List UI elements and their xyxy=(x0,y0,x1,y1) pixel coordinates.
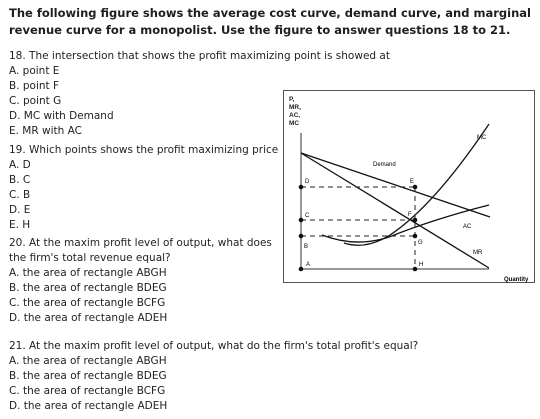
question-21 xyxy=(9,339,418,414)
point-h-label: H xyxy=(419,262,424,268)
mr-label: MR xyxy=(473,250,483,256)
question-prompt: 21. At the maxim profit level of output, what do the firm's total profit's equal? xyxy=(9,340,419,352)
x-axis-label: Quantity xyxy=(504,277,529,283)
mc-label: MC xyxy=(477,135,487,141)
answer-option[interactable]: D. E xyxy=(9,203,31,216)
answer-option[interactable]: B. point F xyxy=(9,79,60,92)
answer-option[interactable]: A. point E xyxy=(9,64,60,77)
point-b xyxy=(299,234,304,239)
point-g xyxy=(413,234,418,239)
question-prompt: 19. Which points shows the profit maximizing price xyxy=(9,144,279,156)
answer-option[interactable]: A. D xyxy=(9,158,31,171)
answer-option[interactable]: C. the area of rectangle BCFG xyxy=(9,296,166,309)
answer-option[interactable]: D. the area of rectangle ADEH xyxy=(9,311,168,324)
demand-label: Demand xyxy=(373,162,396,168)
point-g-label: G xyxy=(418,240,423,246)
point-f-label: F xyxy=(408,212,412,218)
point-d-label: D xyxy=(305,179,310,185)
point-e-label: E xyxy=(410,179,415,185)
question-prompt: 18. The intersection that shows the profit maximizing point is showed at xyxy=(9,50,390,62)
answer-option[interactable]: D. the area of rectangle ADEH xyxy=(9,399,168,412)
answer-option[interactable]: C. point G xyxy=(9,94,62,107)
answer-option[interactable]: B. C xyxy=(9,173,31,186)
monopoly-figure xyxy=(283,90,535,283)
point-c xyxy=(299,218,304,223)
point-b-label: B xyxy=(304,244,309,250)
question-19 xyxy=(9,143,278,232)
question-prompt: 20. At the maxim profit level of output, what does the firm's total revenue equal? xyxy=(9,237,272,264)
y-axis-label: P, MR, AC, MC xyxy=(289,96,301,127)
answer-option[interactable]: B. the area of rectangle BDEG xyxy=(9,369,167,382)
point-a xyxy=(299,267,304,272)
point-e xyxy=(413,185,418,190)
answer-option[interactable]: B. the area of rectangle BDEG xyxy=(9,281,167,294)
question-20 xyxy=(9,236,279,325)
point-f xyxy=(413,218,418,223)
answer-option[interactable]: E. H xyxy=(9,218,31,231)
mr-curve xyxy=(301,153,489,268)
point-a-label: A xyxy=(306,262,311,268)
point-h xyxy=(413,267,418,272)
answer-option[interactable]: A. the area of rectangle ABGH xyxy=(9,266,167,279)
answer-option[interactable]: C. B xyxy=(9,188,31,201)
answer-option[interactable]: C. the area of rectangle BCFG xyxy=(9,384,166,397)
answer-option[interactable]: E. MR with AC xyxy=(9,124,82,137)
answer-option[interactable]: D. MC with Demand xyxy=(9,109,114,122)
page-title: The following figure shows the average cost curve, demand curve, and marginal revenue curve for a monopolist. Use the figure to answer questions 18 to 21. xyxy=(9,6,531,37)
point-c-label: C xyxy=(305,213,310,219)
figure-svg xyxy=(284,91,536,284)
answer-option[interactable]: A. the area of rectangle ABGH xyxy=(9,354,167,367)
ac-label: AC xyxy=(463,224,472,230)
point-d xyxy=(299,185,304,190)
